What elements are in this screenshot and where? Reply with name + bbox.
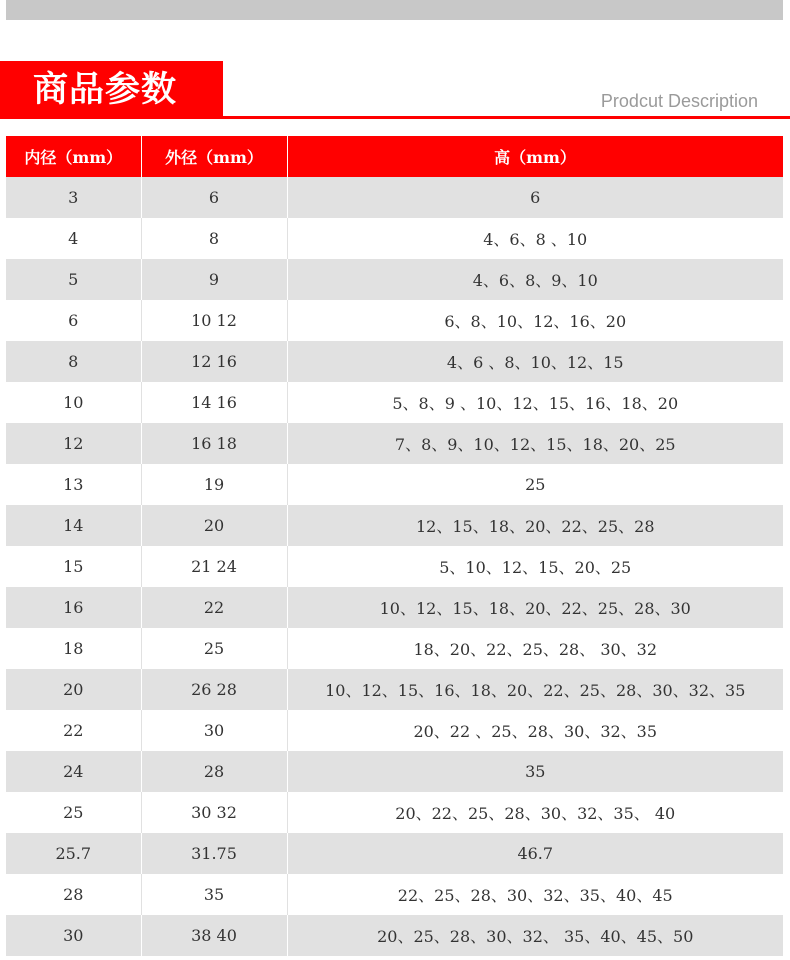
cell-height: 5、8、9 、10、12、15、16、18、20 bbox=[287, 382, 783, 423]
table-row bbox=[6, 669, 783, 710]
cell-height: 20、22 、25、28、30、32、35 bbox=[287, 710, 783, 751]
cell-outer-diameter: 9 bbox=[141, 259, 287, 300]
cell-height: 7、8、9、10、12、15、18、20、25 bbox=[287, 423, 783, 464]
table-row bbox=[6, 792, 783, 833]
cell-height: 6 bbox=[287, 177, 783, 218]
cell-outer-diameter: 35 bbox=[141, 874, 287, 915]
cell-height: 10、12、15、18、20、22、25、28、30 bbox=[287, 587, 783, 628]
cell-inner-diameter: 12 bbox=[6, 423, 141, 464]
header-height: 高（mm） bbox=[287, 136, 783, 177]
top-divider-bar bbox=[6, 0, 783, 20]
cell-outer-diameter: 8 bbox=[141, 218, 287, 259]
cell-inner-diameter: 13 bbox=[6, 464, 141, 505]
cell-inner-diameter: 10 bbox=[6, 382, 141, 423]
table-row bbox=[6, 915, 783, 956]
cell-height: 35 bbox=[287, 751, 783, 792]
table-row bbox=[6, 341, 783, 382]
cell-height: 22、25、28、30、32、35、40、45 bbox=[287, 874, 783, 915]
cell-outer-diameter: 25 bbox=[141, 628, 287, 669]
cell-inner-diameter: 18 bbox=[6, 628, 141, 669]
cell-inner-diameter: 8 bbox=[6, 341, 141, 382]
cell-inner-diameter: 3 bbox=[6, 177, 141, 218]
table-row bbox=[6, 464, 783, 505]
section-subtitle: Prodcut Description bbox=[600, 91, 758, 111]
cell-height: 4、6、8 、10 bbox=[287, 218, 783, 259]
cell-inner-diameter: 30 bbox=[6, 915, 141, 956]
cell-height: 25 bbox=[287, 464, 783, 505]
table-row bbox=[6, 423, 783, 464]
section-title: 商品参数 bbox=[33, 70, 178, 110]
cell-outer-diameter: 21 24 bbox=[141, 546, 287, 587]
header-outer-diameter: 外径（mm） bbox=[141, 136, 287, 177]
cell-inner-diameter: 15 bbox=[6, 546, 141, 587]
cell-outer-diameter: 38 40 bbox=[141, 915, 287, 956]
cell-inner-diameter: 6 bbox=[6, 300, 141, 341]
cell-outer-diameter: 30 bbox=[141, 710, 287, 751]
table-row bbox=[6, 833, 783, 874]
header-inner-diameter: 内径（mm） bbox=[6, 136, 141, 177]
table-header-row bbox=[6, 136, 783, 177]
cell-outer-diameter: 6 bbox=[141, 177, 287, 218]
cell-outer-diameter: 19 bbox=[141, 464, 287, 505]
cell-height: 46.7 bbox=[287, 833, 783, 874]
title-underline bbox=[0, 116, 790, 119]
cell-inner-diameter: 24 bbox=[6, 751, 141, 792]
cell-outer-diameter: 22 bbox=[141, 587, 287, 628]
cell-inner-diameter: 16 bbox=[6, 587, 141, 628]
cell-height: 20、22、25、28、30、32、35、 40 bbox=[287, 792, 783, 833]
cell-height: 4、6 、8、10、12、15 bbox=[287, 341, 783, 382]
cell-height: 12、15、18、20、22、25、28 bbox=[287, 505, 783, 546]
table-row bbox=[6, 382, 783, 423]
table-row bbox=[6, 177, 783, 218]
cell-outer-diameter: 16 18 bbox=[141, 423, 287, 464]
cell-inner-diameter: 14 bbox=[6, 505, 141, 546]
cell-inner-diameter: 4 bbox=[6, 218, 141, 259]
cell-inner-diameter: 22 bbox=[6, 710, 141, 751]
cell-inner-diameter: 5 bbox=[6, 259, 141, 300]
cell-inner-diameter: 28 bbox=[6, 874, 141, 915]
cell-outer-diameter: 12 16 bbox=[141, 341, 287, 382]
table-row bbox=[6, 259, 783, 300]
cell-inner-diameter: 20 bbox=[6, 669, 141, 710]
table-row bbox=[6, 628, 783, 669]
cell-inner-diameter: 25.7 bbox=[6, 833, 141, 874]
cell-height: 6、8、10、12、16、20 bbox=[287, 300, 783, 341]
cell-outer-diameter: 28 bbox=[141, 751, 287, 792]
cell-outer-diameter: 26 28 bbox=[141, 669, 287, 710]
table-row bbox=[6, 218, 783, 259]
table-row bbox=[6, 546, 783, 587]
cell-height: 18、20、22、25、28、 30、32 bbox=[287, 628, 783, 669]
table-row bbox=[6, 751, 783, 792]
cell-outer-diameter: 20 bbox=[141, 505, 287, 546]
cell-outer-diameter: 31.75 bbox=[141, 833, 287, 874]
cell-inner-diameter: 25 bbox=[6, 792, 141, 833]
cell-outer-diameter: 14 16 bbox=[141, 382, 287, 423]
table-row bbox=[6, 587, 783, 628]
cell-height: 20、25、28、30、32、 35、40、45、50 bbox=[287, 915, 783, 956]
spec-table bbox=[6, 136, 784, 956]
cell-outer-diameter: 10 12 bbox=[141, 300, 287, 341]
table-row bbox=[6, 710, 783, 751]
table-row bbox=[6, 300, 783, 341]
cell-height: 4、6、8、9、10 bbox=[287, 259, 783, 300]
table-row bbox=[6, 505, 783, 546]
table-row bbox=[6, 874, 783, 915]
cell-height: 5、10、12、15、20、25 bbox=[287, 546, 783, 587]
cell-outer-diameter: 30 32 bbox=[141, 792, 287, 833]
cell-height: 10、12、15、16、18、20、22、25、28、30、32、35 bbox=[287, 669, 783, 710]
